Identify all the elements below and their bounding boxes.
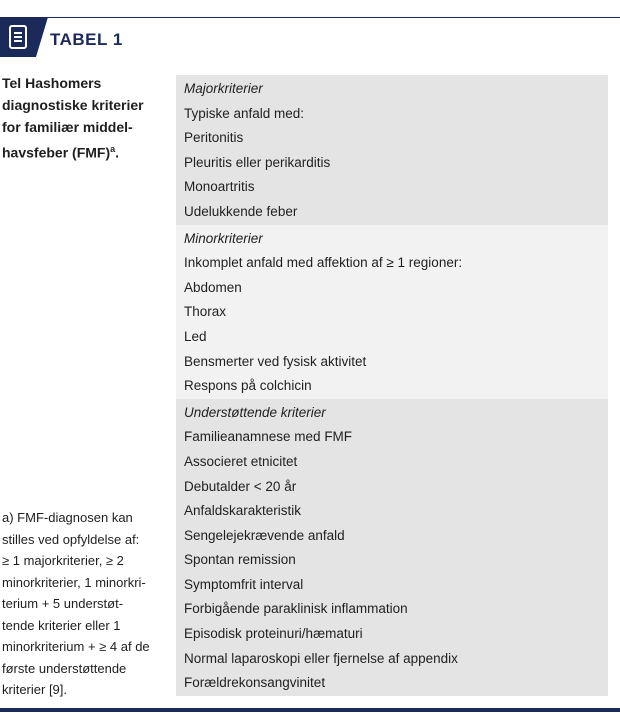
caption-footnote-marker: a (110, 144, 116, 154)
bottom-rule (0, 708, 620, 712)
top-rule (0, 17, 620, 18)
caption-period: . (115, 144, 120, 161)
table-row: Forbigående paraklinisk inflammation (184, 601, 408, 617)
table-row: Udelukkende feber (184, 203, 298, 219)
criteria-table (176, 75, 608, 696)
table-row: Sengelejekrævende anfald (184, 527, 345, 543)
footnote-line: a) FMF-diagnosen kan (2, 510, 133, 525)
table-row: Forældrekonsangvinitet (184, 675, 326, 691)
table-caption (2, 72, 152, 164)
caption-line: Tel Hashomers (2, 75, 102, 91)
table-row: Peritonitis (184, 130, 244, 146)
table-row: Spontan remission (184, 552, 296, 568)
table-row: Debutalder < 20 år (184, 478, 297, 494)
table-row: Thorax (184, 304, 227, 320)
table-badge (0, 17, 36, 57)
section-heading: Understøttende kriterier (184, 404, 326, 420)
section-supporting-criteria (176, 399, 608, 696)
table-row: Anfaldskarakteristik (184, 503, 302, 519)
table-row: Pleuritis eller perikarditis (184, 154, 331, 170)
table-row: Respons på colchicin (184, 378, 312, 394)
table-footnote (2, 507, 162, 701)
table-row: Abdomen (184, 279, 242, 295)
caption-line: havsfeber (FMF) (2, 144, 111, 161)
table-row: Normal laparoskopi eller fjernelse af appendix (184, 650, 458, 666)
footnote-line: minorkriterium + ≥ 4 af de (2, 639, 150, 654)
table-row: Monoartritis (184, 179, 255, 195)
table-row: Symptomfrit interval (184, 576, 304, 592)
caption-line: for familiær middel- (2, 119, 133, 135)
footnote-line: stilles ved opfyldelse af: (2, 531, 140, 547)
footnote-line: terium + 5 understøt- (2, 596, 124, 611)
table-row: Led (184, 328, 207, 344)
table-row: Episodisk proteinuri/hæmaturi (184, 626, 363, 642)
footnote-line: tende kriterier eller 1 (2, 617, 121, 633)
table-row: Inkomplet anfald med affektion af ≥ 1 regioner: (184, 255, 463, 271)
section-heading: Majorkriterier (184, 81, 263, 96)
section-minor-criteria (176, 225, 608, 399)
table-label: TABEL 1 (50, 30, 123, 49)
footnote-line: første understøttende (2, 660, 127, 676)
footnote-line: minorkriterier, 1 minorkri- (2, 574, 146, 590)
footnote-line: ≥ 1 majorkriterier, ≥ 2 (2, 553, 124, 568)
table-row: Bensmerter ved fysisk aktivitet (184, 353, 367, 369)
table-row: Typiske anfald med: (184, 105, 305, 121)
table-row: Associeret etnicitet (184, 453, 298, 469)
section-heading: Minorkriterier (184, 230, 263, 246)
document-list-icon (8, 25, 28, 49)
section-major-criteria (176, 75, 608, 225)
table-row: Familieanamnese med FMF (184, 429, 353, 445)
footnote-line: kriterier [9]. (2, 682, 68, 697)
caption-line: diagnostiske kriterier (2, 97, 144, 113)
